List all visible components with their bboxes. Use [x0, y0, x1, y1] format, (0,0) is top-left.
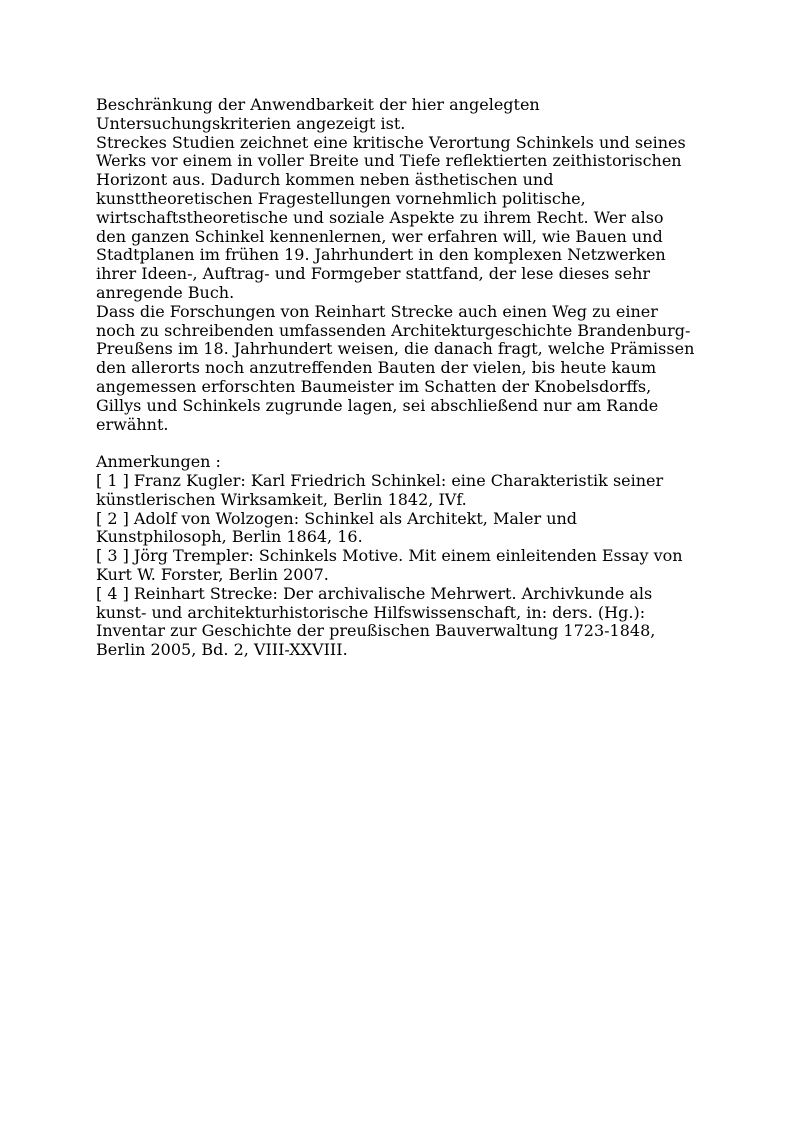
blank-line	[96, 434, 716, 453]
note-line: [ 1 ] Franz Kugler: Karl Friedrich Schinkel: eine Charakteristik seiner	[96, 470, 664, 490]
note-line: Berlin 2005, Bd. 2, VIII-XXVIII.	[96, 640, 348, 660]
text-line: angemessen erforschten Baumeister im Schatten der Knobelsdorffs,	[96, 376, 652, 396]
text-line: Streckes Studien zeichnet eine kritische Verortung Schinkels und seines	[96, 132, 686, 152]
note-line: kunst- und architekturhistorische Hilfswissenschaft, in: ders. (Hg.):	[96, 602, 646, 622]
text-line: anregende Buch.	[96, 282, 235, 302]
text-line: Dass die Forschungen von Reinhart Strecke auch einen Weg zu einer	[96, 301, 658, 321]
text-line: Werks vor einem in voller Breite und Tiefe reflektierten zeithistorischen	[96, 151, 682, 171]
document-text	[96, 96, 716, 660]
text-line: den allerorts noch anzutreffenden Bauten der vielen, bis heute kaum	[96, 358, 657, 378]
text-line: Untersuchungskriterien angezeigt ist.	[96, 113, 406, 133]
text-line: Preußens im 18. Jahrhundert weisen, die danach fragt, welche Prämissen	[96, 339, 695, 359]
note-line: Inventar zur Geschichte der preußischen Bauverwaltung 1723-1848,	[96, 621, 656, 641]
note-item-2	[96, 510, 716, 548]
text-line: den ganzen Schinkel kennenlernen, wer erfahren will, wie Bauen und	[96, 226, 663, 246]
note-item-1	[96, 472, 716, 510]
text-line: noch zu schreibenden umfassenden Architekturgeschichte Brandenburg-	[96, 320, 691, 340]
note-item-3	[96, 547, 716, 585]
notes-heading: Anmerkungen :	[96, 452, 221, 472]
text-line: ihrer Ideen-, Auftrag- und Formgeber stattfand, der lese dieses sehr	[96, 264, 651, 284]
text-line: Stadtplanen im frühen 19. Jahrhundert in den komplexen Netzwerken	[96, 245, 666, 265]
text-line: wirtschaftstheoretische und soziale Aspekte zu ihrem Recht. Wer also	[96, 207, 664, 227]
note-line: [ 3 ] Jörg Trempler: Schinkels Motive. Mit einem einleitenden Essay von	[96, 546, 683, 566]
paragraph-3	[96, 303, 716, 435]
text-line: erwähnt.	[96, 414, 169, 434]
note-line: künstlerischen Wirksamkeit, Berlin 1842, IVf.	[96, 489, 467, 509]
note-item-4	[96, 585, 716, 660]
text-line: kunsttheoretischen Fragestellungen vornehmlich politische,	[96, 188, 586, 208]
note-line: [ 4 ] Reinhart Strecke: Der archivalische Mehrwert. Archivkunde als	[96, 583, 653, 603]
note-line: Kunstphilosoph, Berlin 1864, 16.	[96, 527, 363, 547]
paragraph-1	[96, 96, 716, 134]
note-line: [ 2 ] Adolf von Wolzogen: Schinkel als Architekt, Maler und	[96, 508, 578, 528]
text-line: Gillys und Schinkels zugrunde lagen, sei abschließend nur am Rande	[96, 395, 659, 415]
paragraph-2	[96, 134, 716, 303]
text-line: Beschränkung der Anwendbarkeit der hier angelegten	[96, 95, 540, 114]
text-line: Horizont aus. Dadurch kommen neben ästhetischen und	[96, 170, 554, 190]
note-line: Kurt W. Forster, Berlin 2007.	[96, 564, 329, 584]
notes-section	[96, 453, 716, 660]
